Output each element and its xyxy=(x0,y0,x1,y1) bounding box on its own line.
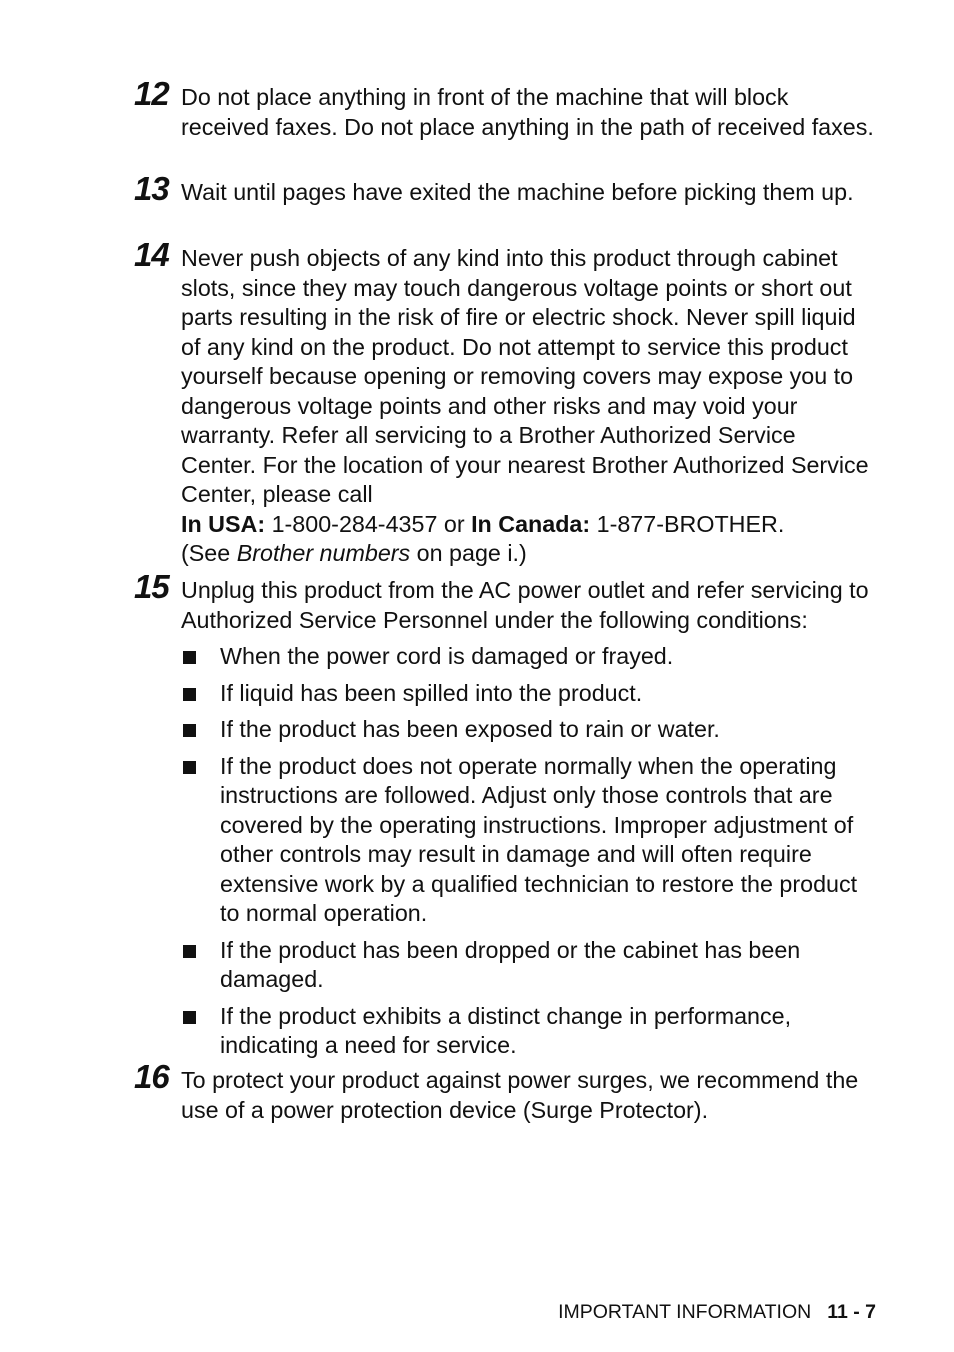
square-bullet-icon xyxy=(183,761,196,774)
see-reference: Brother numbers xyxy=(236,540,411,566)
item-number: 13 xyxy=(134,170,169,207)
list-item-text: If the product has been dropped or the cabinet has been damaged. xyxy=(220,936,801,992)
square-bullet-icon xyxy=(183,945,196,958)
page-number: 11 - 7 xyxy=(827,1301,876,1323)
list-item-text: If liquid has been spilled into the product. xyxy=(220,679,643,706)
item-paragraph: Never push objects of any kind into this product through cabinet slots, since they may touch dangerous voltage points or short out parts resulting in the risk of fire or electric shock. Never spill liquid of any kind on the product. Do not attempt to service this product yourself because opening or removing covers may expose you to dangerous voltage points and other risks and may void your warranty. Refer all servicing to a Brother Authorized Service Center. For the location of your nearest Brother Authorized Service Center, please call xyxy=(181,245,869,507)
item-paragraph: To protect your product against power surges, we recommend the use of a power protection device (Surge Protector). xyxy=(181,1067,859,1123)
canada-number: 1-877-BROTHER. xyxy=(590,510,785,537)
item-number: 12 xyxy=(134,75,169,112)
list-item-text: If the product has been exposed to rain or water. xyxy=(220,716,720,742)
item-number: 16 xyxy=(134,1058,169,1095)
see-reference-line xyxy=(181,539,876,569)
footer-section-title: IMPORTANT INFORMATION xyxy=(558,1301,812,1323)
list-item xyxy=(181,715,876,745)
square-bullet-icon xyxy=(183,651,196,664)
list-item xyxy=(181,936,876,995)
item-paragraph: Do not place anything in front of the machine that will block received faxes. Do not place anything in the path of received faxes. xyxy=(181,84,874,140)
usa-number: 1-800-284-4357 or xyxy=(265,510,472,537)
item-paragraph: Unplug this product from the AC power outlet and refer servicing to Authorized Service Personnel under the following conditions: xyxy=(181,577,869,633)
item-text xyxy=(181,244,876,569)
list-item xyxy=(181,642,876,672)
see-prefix: (See xyxy=(181,540,237,566)
page-footer xyxy=(558,1300,876,1324)
see-suffix: on page i.) xyxy=(410,540,527,566)
list-item-text: If the product exhibits a distinct change in performance, indicating a need for service. xyxy=(220,1002,792,1058)
conditions-list xyxy=(181,642,876,1061)
item-text xyxy=(181,576,876,635)
item-text xyxy=(181,1066,876,1125)
list-item-text: When the power cord is damaged or frayed. xyxy=(220,643,674,669)
item-paragraph: Wait until pages have exited the machine before picking them up. xyxy=(181,179,854,205)
list-item xyxy=(181,679,876,709)
square-bullet-icon xyxy=(183,688,196,701)
square-bullet-icon xyxy=(183,724,196,737)
item-number: 15 xyxy=(134,568,169,605)
usa-label: In USA: xyxy=(181,510,266,537)
canada-label: In Canada: xyxy=(471,510,591,537)
item-text xyxy=(181,178,876,208)
list-item xyxy=(181,752,876,929)
square-bullet-icon xyxy=(183,1011,196,1024)
item-text xyxy=(181,83,876,142)
list-item-text: If the product does not operate normally when the operating instructions are followed. Adjust only those controls that are covered by the operating instructions. Improper adjustment of other controls may result in damage and will often require extensive work by a qualified technician to restore the product to normal operation. xyxy=(220,752,858,926)
item-number: 14 xyxy=(134,236,169,273)
list-item xyxy=(181,1002,876,1061)
phone-line xyxy=(181,510,876,540)
